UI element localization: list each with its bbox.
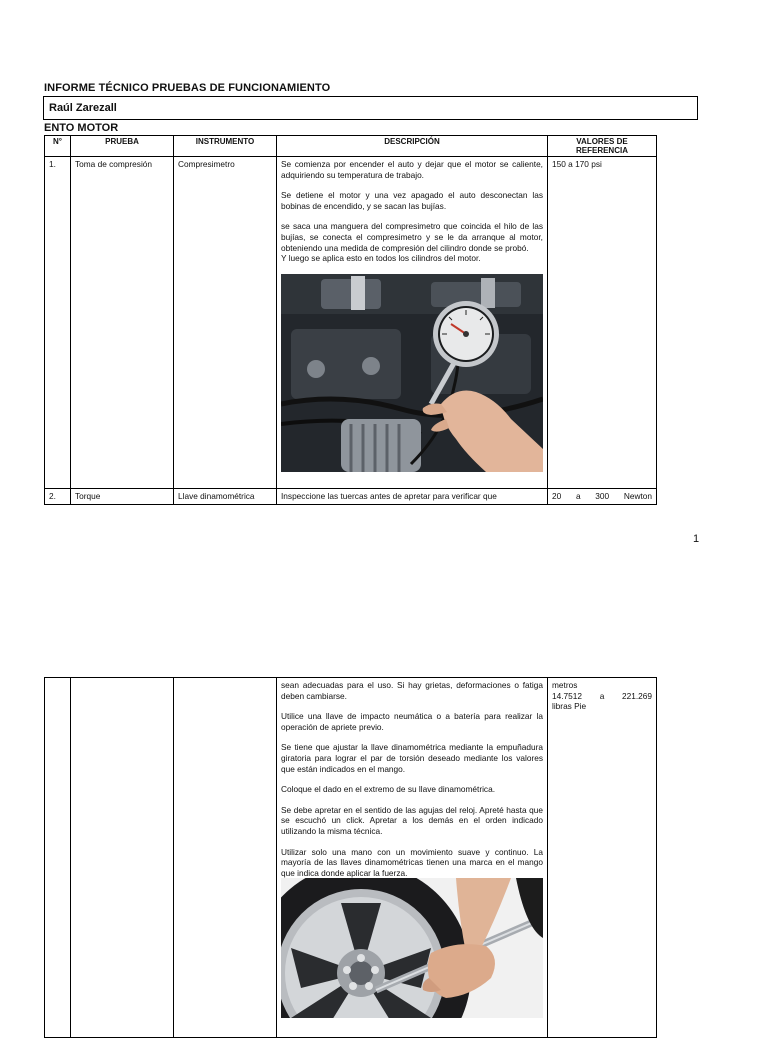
row1-prueba: Toma de compresión: [71, 157, 174, 489]
row2-referencia: [548, 489, 657, 505]
cont-ref-val1: 14.7512: [552, 690, 582, 701]
row2-instrumento: Llave dinamométrica: [174, 489, 277, 505]
row1-num: 1.: [45, 157, 71, 489]
row1-descripcion: [277, 157, 548, 489]
cont-desc-p4: Coloque el dado en el extremo de su llave dinamométrica.: [281, 784, 495, 795]
author-name: Raúl Zarezall: [49, 102, 117, 114]
cont-descripcion: [277, 678, 548, 1038]
row1-instrumento: Compresimetro: [174, 157, 277, 489]
test-table-continued: [44, 677, 657, 1038]
row2-ref-w2: a: [575, 491, 581, 501]
row2-descripcion: Inspeccione las tuercas antes de apretar para verificar que: [277, 489, 548, 505]
cont-ref-val2: 221.269: [622, 690, 652, 701]
header-valores: VALORES DE REFERENCIA: [548, 136, 657, 157]
row2-ref-w4: Newton: [623, 491, 652, 501]
cont-desc-p3: Se tiene que ajustar la llave dinamométrica mediante la empuñadura giratoria para lograr el par de torsión deseado mediante los valores que están indicados en el mango.: [281, 742, 543, 774]
section-title: ENTO MOTOR: [44, 122, 119, 134]
row1-desc-p4: Y luego se aplica esto en todos los cilindros del motor.: [281, 253, 481, 264]
row1-desc-p2: Se detiene el motor y una vez apagado el auto desconectan las bobinas de encendido, y se sacan las bujías.: [281, 190, 543, 211]
table-row: [45, 489, 657, 505]
cont-ref-line3: libras Pie: [552, 701, 587, 712]
header-row: [45, 136, 657, 157]
test-table: [44, 135, 657, 505]
row2-prueba: Torque: [71, 489, 174, 505]
author-box: [43, 96, 698, 120]
row1-desc-p1: Se comienza por encender el auto y dejar que el motor se caliente, adquiriendo su temperatura de trabajo.: [281, 159, 543, 180]
header-prueba: PRUEBA: [71, 136, 174, 157]
table-row: [45, 678, 657, 1038]
header-num: N°: [45, 136, 71, 157]
row2-num: 2.: [45, 489, 71, 505]
table-row: [45, 157, 657, 489]
cont-ref-a: a: [599, 690, 605, 701]
report-title: INFORME TÉCNICO PRUEBAS DE FUNCIONAMIENTO: [44, 82, 331, 94]
row1-desc-p3: se saca una manguera del compresimetro que coincida el hilo de las bujías, se conecta el compresimetro y se le da arranque al motor, obteniendo una medida de compresión del cilindro donde se probó.: [281, 221, 543, 253]
row1-referencia: 150 a 170 psi: [548, 157, 657, 489]
cont-desc-p2: Utilice una llave de impacto neumática o a batería para realizar la operación de apriete previo.: [281, 711, 543, 732]
page-number: 1: [693, 533, 700, 545]
row2-ref-w1: 20: [552, 491, 562, 501]
cont-prueba: [71, 678, 174, 1038]
header-instrumento: INSTRUMENTO: [174, 136, 277, 157]
row2-ref-w3: 300: [595, 491, 610, 501]
cont-ref-line1: metros: [552, 680, 578, 690]
header-descripcion: DESCRIPCIÓN: [277, 136, 548, 157]
cont-num: [45, 678, 71, 1038]
cont-desc-p5: Se debe apretar en el sentido de las agujas del reloj. Apreté hasta que se escuchó un click. Apretar a los demás en el orden indicado utilizando la misma técnica.: [281, 804, 543, 836]
cont-referencia: [548, 678, 657, 1038]
compression-gauge-photo: [281, 274, 543, 472]
cont-desc-p1: sean adecuadas para el uso. Si hay grietas, deformaciones o fatiga deben cambiarse.: [281, 680, 543, 701]
cont-desc-p6: Utilizar solo una mano con un movimiento suave y continuo. La mayoría de las llaves dinamométricas tienen una marca en el mango que indica donde aplicar la fuerza.: [281, 846, 543, 878]
cont-instrumento: [174, 678, 277, 1038]
torque-wrench-photo: [281, 878, 543, 1018]
